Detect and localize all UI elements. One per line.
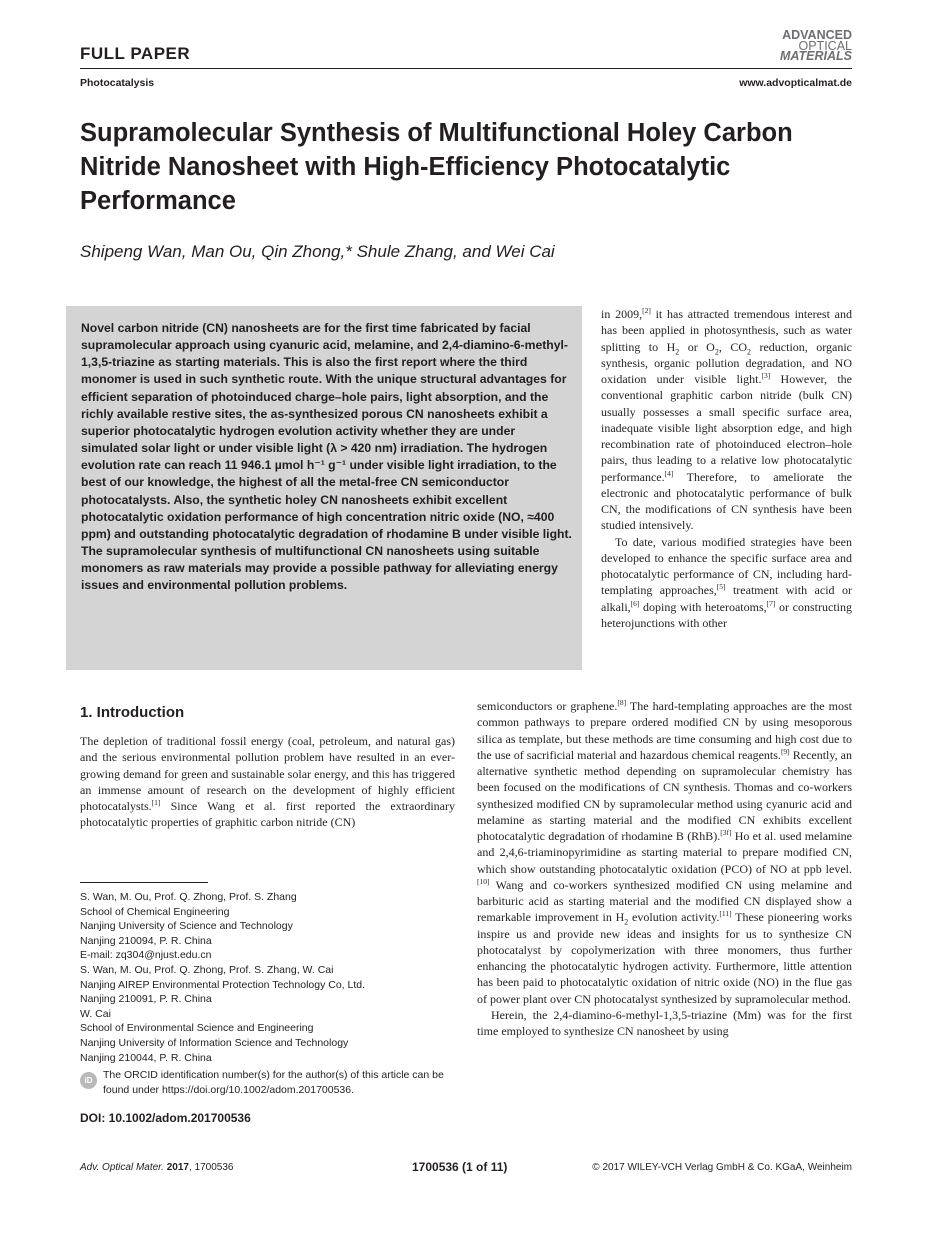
section-label: Photocatalysis — [80, 77, 155, 89]
affiliation-group: S. Wan, M. Ou, Prof. Q. Zhong, Prof. S. Zhang, W. Cai Nanjing AIREP Environmental Protection Technology Co, Ltd. Nanjing 210091, P. R. China — [80, 963, 366, 1006]
citation-ref[interactable]: [3f] — [720, 828, 732, 837]
footnote-rule — [80, 882, 208, 883]
right-column-bottom — [477, 698, 852, 1039]
article-title: Supramolecular Synthesis of Multifunctional Holey Carbon Nitride Nanosheet with High-Efficiency Photocatalytic Performance — [80, 119, 793, 215]
introduction-paragraph: The depletion of traditional fossil energy (coal, petroleum, and natural gas) and the serious environmental pollution problem have resulted in an ever-growing demand for green and sustainable solar energy, and this has triggered an immense amount of research on the development of highly efficient photocatalysts.[1] Since Wang et al. first reported the extraordinary photocatalytic properties of graphitic carbon nitride (CN) — [80, 734, 455, 830]
citation-ref[interactable]: [10] — [477, 876, 490, 886]
footer-copyright: © 2017 WILEY-VCH Verlag GmbH & Co. KGaA, Weinheim — [592, 1162, 852, 1173]
journal-logo — [730, 30, 852, 62]
logo-line-1: ADVANCED — [782, 28, 852, 42]
running-header-label: FULL PAPER — [80, 44, 191, 63]
footer-citation: Adv. Optical Mater. 2017, 1700536 — [80, 1162, 234, 1173]
affiliation-group: W. Cai School of Environmental Science and Engineering Nanjing University of Information Science and Technology Nanjing 210044, P. R. China — [80, 1007, 349, 1064]
header-rule — [80, 68, 852, 69]
email-link[interactable]: E-mail: zq304@njust.edu.cn — [80, 949, 212, 962]
doi[interactable]: DOI: 10.1002/adom.201700536 — [80, 1111, 251, 1125]
citation-ref[interactable]: [1] — [151, 798, 161, 807]
affiliation-group: S. Wan, M. Ou, Prof. Q. Zhong, Prof. S. Zhang School of Chemical Engineering Nanjing University of Science and Technology Nanjing 210094, P. R. China E-mail: zq304@njust.edu.cn — [80, 890, 460, 963]
footer-page-number: 1700536 (1 of 11) — [412, 1160, 508, 1174]
affiliations — [80, 890, 460, 1065]
citation-ref[interactable]: [6] — [630, 598, 640, 608]
paragraph: Herein, the 2,4-diamino-6-methyl-1,3,5-triazine (Mm) was for the first time employed to synthesize CN nanosheet by using — [477, 1007, 852, 1038]
citation-ref[interactable]: [7] — [766, 598, 776, 608]
citation-ref[interactable]: [3] — [761, 371, 771, 380]
section-heading-introduction: 1. Introduction — [80, 704, 185, 721]
paragraph: semiconductors or graphene.[8] The hard-templating approaches are the most common pathways to prepare ordered modified CN by using mesoporous silica as template, but these methods are time consuming and high cost due to the use of sacrificial material and hazardous chemical reagents.[9] Recently, an alternative synthetic method depending on supramolecular chemistry has been focused on the modifications of CN synthesis. Thomas and co-workers synthesized modified CN by supramolecular method using cyanuric acid and melamine as starting material and the modified CN exhibits excellent photocatalytic degradation of rhodamine B (RhB).[3f] Ho et al. used melamine and 2,4,6-triaminopyrimidine as starting material to prepare modified CN, which show outstanding photocatalytic oxidation (PCO) of NO at ppb level.[10] Wang and co-workers synthesized modified CN using melamine and barbituric acid as starting material and the modified CN displayed show a remarkable improvement in $H_2$ evolution activity.[11] These pioneering works inspire us and provide new ideas and insights for us to synthesize CN photocatalyst by copolymerization with three monomers, thus further enhancing the photocatalytic hydrogen activity. Furthermore, little attention has been paid to photocatalytic oxidation of nitric oxide (NO) in the flue gas of power plant over CN photocatalyst synthesized by supramolecular method. — [477, 698, 853, 1006]
paragraph: To date, various modified strategies have been developed to enhance the specific surface area and photocatalytic performance of CN, including hard-templating approaches,[5] treatment with acid or alkali,[6] doping with heteroatoms,[7] or constructing heterojunctions with other — [601, 534, 852, 630]
citation-ref[interactable]: [4] — [664, 468, 674, 478]
orcid-note[interactable]: The ORCID identification number(s) for the author(s) of this article can be found under https://doi.org/10.1002/adom.201700536. — [103, 1069, 444, 1096]
right-column-top — [601, 306, 852, 631]
citation-ref[interactable]: [2] — [642, 306, 651, 315]
journal-url[interactable]: www.advopticalmat.de — [739, 77, 852, 89]
orcid-icon[interactable]: iD — [80, 1072, 97, 1089]
paragraph: in 2009,[2] it has attracted tremendous interest and has been applied in photosynthesis, such as water splitting to $H_2$ or $O_2$, $CO_2$ reduction, organic synthesis, organic pollution degradation, and NO oxidation under visible light.[3] However, the conventional graphitic carbon nitride (bulk CN) usually possesses a small specific surface area, inadequate visible light absorption edge, and high recombination rate of photoinduced electron–hole pairs, thus leading to a relative low photocatalytic performance.[4] Therefore, to ameliorate the electronic and photocatalytic performance of bulk CN, the modifications of CN synthesis have been studied intensively. — [601, 306, 853, 533]
citation-ref[interactable]: [11] — [719, 909, 732, 919]
citation-ref[interactable]: [5] — [716, 582, 726, 592]
citation-ref[interactable]: [8] — [617, 698, 627, 707]
logo-line-3: MATERIALS — [780, 49, 852, 63]
abstract-text: Novel carbon nitride (CN) nanosheets are for the first time fabricated by facial supramolecular approach using cyanuric acid, melamine, and 2,4-diamino-6-methyl-1,3,5-triazine as starting materials. This is also the first report where the third monomer is used in such synthetic route. With the unique structural advantages for efficient separation of photoinduced charge–hole pairs, light absorption, and the richly available restive sites, the as-synthesized porous CN nanosheets exhibit a superior photocatalytic hydrogen evolution activity whether they are under simulated solar light or under visible light (λ > 420 nm) irradiation. The hydrogen evolution rate can reach 11 946.1 µmol h⁻¹ g⁻¹ under visible light irradiation, to the best of our knowledge, the highest of all the metal-free CN semiconductor photocatalysts. Also, the synthetic holey CN nanosheets exhibit excellent photocatalytic oxidation performance of high concentration nitric oxide (NO, ≈400 ppm) and outstanding photocatalytic degradation of rhodamine B under visible light. The supramolecular synthesis of multifunctional CN nanosheets using suitable monomers as raw materials may provide a possible pathway for alleviating energy issues and environmental pollution problems. — [81, 321, 572, 593]
author-list: Shipeng Wan, Man Ou, Qin Zhong,* Shule Zhang, and Wei Cai — [80, 242, 555, 261]
logo-line-2: OPTICAL — [798, 38, 852, 53]
citation-ref[interactable]: [9] — [780, 746, 790, 756]
